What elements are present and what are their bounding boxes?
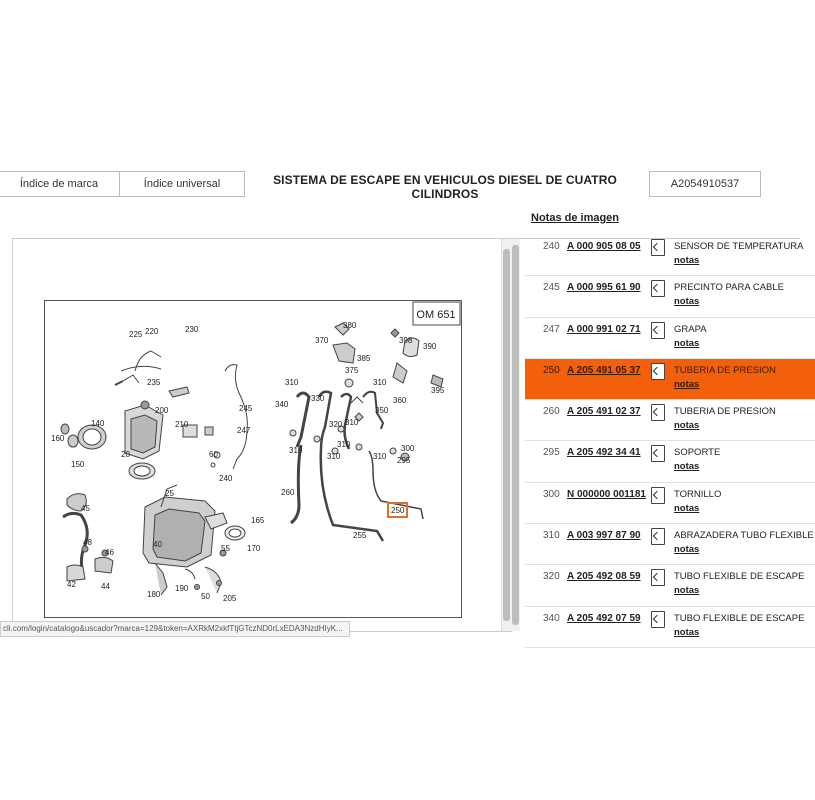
diagram-label[interactable]: 45 [81,504,90,513]
diagram-label[interactable]: 60 [209,450,218,459]
diagram-scrollbar[interactable] [501,239,511,631]
part-number-link[interactable]: A 000 995 61 90 [567,282,641,294]
diagram-label[interactable]: 230 [185,325,199,334]
part-notes-link[interactable]: notas [674,585,700,597]
diagram-label[interactable]: 310 [345,418,359,427]
part-row[interactable] [525,565,815,606]
part-description: SOPORTE [674,447,721,459]
part-notes-link[interactable]: notas [674,544,700,556]
part-notes-link[interactable]: notas [674,337,700,349]
add-to-cart-icon[interactable] [651,280,665,297]
diagram-label[interactable]: 44 [101,582,110,591]
part-description: TUBO FLEXIBLE DE ESCAPE [674,571,805,583]
diagram-label[interactable]: 310 [285,378,299,387]
diagram-label[interactable]: 180 [147,590,161,599]
reference-field: A2054910537 [649,171,761,197]
diagram-label[interactable]: 245 [239,404,253,413]
diagram-label[interactable]: 370 [315,336,329,345]
add-to-cart-icon[interactable] [651,528,665,545]
part-position: 260 [543,406,560,418]
image-notes-link[interactable]: Notas de imagen [531,212,620,224]
diagram-drawing [45,301,461,617]
part-position: 295 [543,447,560,459]
part-row[interactable] [525,318,815,359]
diagram-label[interactable]: 200 [155,406,169,415]
diagram-label[interactable]: 50 [201,592,210,601]
diagram-label[interactable]: 390 [423,342,437,351]
diagram-label[interactable]: 385 [357,354,371,363]
add-to-cart-icon[interactable] [651,404,665,421]
diagram-label[interactable]: 46 [105,548,114,557]
diagram-label[interactable]: 140 [91,419,105,428]
add-to-cart-icon[interactable] [651,322,665,339]
diagram-label[interactable]: 247 [237,426,251,435]
part-row[interactable] [525,235,815,276]
top-bar [0,171,800,201]
part-description: TUBERIA DE PRESION [674,364,776,376]
diagram-label[interactable]: 225 [129,330,143,339]
tab-brand-index[interactable]: Índice de marca [0,171,120,197]
diagram-label[interactable]: 235 [147,378,161,387]
part-notes-link[interactable]: notas [674,420,700,432]
part-number-link[interactable]: A 000 991 02 71 [567,323,641,335]
engine-label: OM 651 [416,309,456,321]
page-title: SISTEMA DE ESCAPE EN VEHICULOS DIESEL DE CUATRO CILINDROS [273,173,617,201]
part-notes-link[interactable]: notas [674,255,700,266]
diagram-label[interactable]: 25 [165,489,174,498]
add-to-cart-icon[interactable] [651,445,665,462]
diagram-label[interactable]: 375 [345,366,359,375]
diagram-label[interactable]: 40 [153,540,162,549]
part-notes-link[interactable]: notas [674,461,700,473]
part-number-link[interactable]: N 000000 001181 [567,488,646,500]
diagram-label[interactable]: 320 [329,420,343,429]
add-to-cart-icon[interactable] [651,363,665,380]
part-position: 340 [543,612,560,624]
part-position: 240 [543,241,560,252]
part-position: 300 [543,488,560,500]
diagram-label[interactable]: 310 [289,446,303,455]
diagram-label[interactable]: 310 [373,378,387,387]
part-row[interactable] [525,607,815,648]
diagram-label[interactable]: 340 [275,400,289,409]
add-to-cart-icon[interactable] [651,239,665,256]
parts-scrollbar[interactable] [511,239,520,631]
diagram-label[interactable]: 250 [391,506,405,515]
part-number-link[interactable]: A 205 492 34 41 [567,447,641,459]
diagram-label[interactable]: 398 [399,336,413,345]
diagram-label[interactable]: 310 [373,452,387,461]
add-to-cart-icon[interactable] [651,487,665,504]
diagram-label[interactable]: 190 [175,584,189,593]
part-position: 250 [543,364,560,376]
part-number-link[interactable]: A 205 492 08 59 [567,571,641,583]
diagram-label[interactable]: 48 [83,538,92,547]
part-notes-link[interactable]: notas [674,378,700,390]
diagram-label[interactable]: 160 [51,434,65,443]
diagram-panel [12,238,512,632]
part-description: TORNILLO [674,488,722,500]
diagram-label[interactable]: 395 [431,386,445,395]
tab-universal-index[interactable]: Índice universal [119,171,245,197]
part-description: ABRAZADERA TUBO FLEXIBLE [674,530,814,542]
part-number-link[interactable]: A 205 492 07 59 [567,612,641,624]
part-position: 247 [543,323,560,335]
part-description: TUBERIA DE PRESION [674,406,776,418]
part-number-link[interactable]: A 205 491 02 37 [567,406,641,418]
part-number-link[interactable]: A 205 491 05 37 [567,364,641,376]
part-number-link[interactable]: A 000 905 08 05 [567,241,641,252]
diagram-label[interactable]: 310 [337,440,351,449]
part-row[interactable] [525,524,815,565]
diagram-label[interactable]: 55 [221,544,230,553]
status-bar-url: cli.com/login/catalogo&uscador?marca=129&token=AXRkM2xkfTtjGTczND0rLxEDA3NzdHIyK... [0,621,350,637]
part-description: PRECINTO PARA CABLE [674,282,784,294]
part-notes-link[interactable]: notas [674,296,700,308]
exploded-diagram [44,300,462,618]
part-row[interactable] [525,359,815,400]
diagram-label[interactable]: 20 [121,450,130,459]
parts-panel [511,238,814,638]
part-row[interactable] [525,276,815,317]
part-row[interactable] [525,483,815,524]
diagram-label[interactable]: 350 [375,406,389,415]
add-to-cart-icon[interactable] [651,569,665,586]
diagram-label[interactable]: 220 [145,327,159,336]
diagram-label[interactable]: 210 [175,420,189,429]
diagram-label[interactable]: 255 [353,531,367,540]
part-description: SENSOR DE TEMPERATURA [674,241,804,252]
diagram-label[interactable]: 42 [67,580,76,589]
part-position: 320 [543,571,560,583]
part-position: 245 [543,282,560,294]
diagram-label[interactable]: 380 [343,321,357,330]
diagram-label[interactable]: 205 [223,594,237,603]
diagram-label[interactable]: 165 [251,516,265,525]
diagram-label[interactable]: 310 [327,452,341,461]
diagram-label[interactable]: 360 [393,396,407,405]
diagram-label[interactable]: 330 [311,394,325,403]
diagram-label[interactable]: 260 [281,488,295,497]
part-notes-link[interactable]: notas [674,626,700,638]
part-position: 310 [543,530,560,542]
add-to-cart-icon[interactable] [651,611,665,628]
diagram-label[interactable]: 300 [401,444,415,453]
parts-list [525,235,815,648]
part-row[interactable] [525,441,815,482]
part-notes-link[interactable]: notas [674,502,700,514]
diagram-label[interactable]: 295 [397,456,411,465]
part-description: GRAPA [674,323,707,335]
diagram-label[interactable]: 170 [247,544,261,553]
part-row[interactable] [525,400,815,441]
diagram-label[interactable]: 150 [71,460,85,469]
part-description: TUBO FLEXIBLE DE ESCAPE [674,612,805,624]
part-number-link[interactable]: A 003 997 87 90 [567,530,641,542]
diagram-label[interactable]: 240 [219,474,233,483]
